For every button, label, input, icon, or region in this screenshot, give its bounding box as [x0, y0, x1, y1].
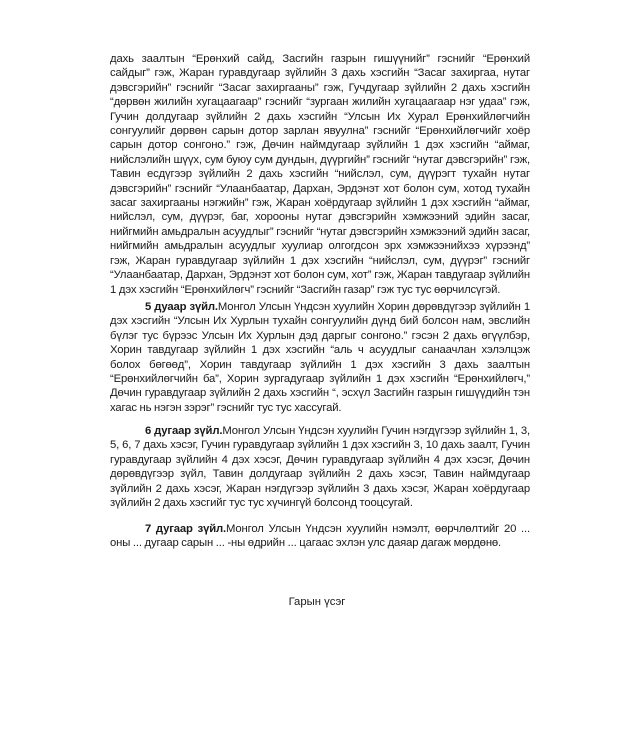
article-heading: 7 дугаар зүйл.	[145, 523, 227, 535]
article-text: Монгол Улсын Үндсэн хуулийн Хорин дөрөвдүгээр зүйлийн 1 дэх хэсгийн “Улсын Их Хурлын тухайн сонгуулийн дүнд бий болсон нам, эвслийн бүлэг тус бүрээс Улсын Их Хурлын дэд даргыг сонгоно.” гэсэн 2 дахь өгүүлбэр, Хорин тавдугаар зүйлийн 1 дэх хэсгийн “аль ч асуудлыг санаачлан хэлэлцэж болох бөгөөд”, Хорин тавдугаар зүйлийн 1 дэх хэсгийн 3 дахь заалтын “Ерөнхийлөгчийн ба”, Хорин зургадугаар зүйлийн 1 дэх хэсгийн “Ерөнхийлөгч,” Дөчин гуравдугаар зүйлийн 2 дахь хэсгийн “, эсхүл Засгийн газрын гишүүдийн тэн хагас нь нэгэн зэрэг” гэснийг тус тус хассугай.	[110, 301, 530, 414]
article-7	[110, 522, 530, 551]
amendment-paragraph-4-continued	[110, 52, 530, 297]
article-text: Монгол Улсын Үндсэн хуулийн Гучин нэгдүгээр зүйлийн 1, 3, 5, 6, 7 дахь хэсэг, Гучин гуравдугаар зүйлийн 1 дэх хэсгийн 3, 10 дахь заалт, Гучин гуравдугаар зүйлийн 4 дэх хэсэг, Дөчин гуравдугаар зүйлийн 4 дэх хэсэг, Дөчин дөрөвдүгээр зүйл, Тавин долдугаар зүйлийн 2 дахь хэсэг, Тавин наймдугаар зүйлийн 2 дахь хэсэг, Жаран нэгдүгээр зүйлийн 3 дахь хэсэг, Жаран хоёрдугаар зүйлийн 2 дахь хэсгийг тус тус хүчингүй болсонд тооцсугай.	[110, 425, 530, 510]
article-6	[110, 424, 530, 510]
article-heading: 6 дугаар зүйл.	[145, 425, 223, 437]
signature-line: Гарын үсэг	[288, 596, 346, 608]
article-heading: 5 дуаар зүйл.	[145, 301, 218, 313]
paragraph-text: дахь заалтын “Ерөнхий сайд, Засгийн газрын гишүүнийг” гэснийг “Ерөнхий сайдыг” гэж, Жаран гуравдугаар зүйлийн 3 дахь хэсгийн “Засаг захиргаа, нутаг дэвсгэрийн” гэснийг “Засаг захиргааны” гэж, Гучдугаар зүйлийн 2 дахь хэсгийн “дөрвөн жилийн хугацаагаар” гэснийг “зургаан жилийн хугацаагаар нэг удаа” гэж, Гучин долдугаар зүйлийн 2 дахь хэсгийн “Улсын Их Хурал Ерөнхийлөгчийн сонгуулийг дөрвөн сарын дотор зарлан явуулна” гэснийг “Ерөнхийлөгчийг хоёр сарын дотор сонгоно.” гэж, Дөчин наймдугаар зүйлийн 1 дэх хэсгийн “аймаг, нийслэлийн шүүх, сум буюу сум дундын, дүүргийн” гэснийг “нутаг дэвсгэрийн” гэж, Тавин есдүгээр зүйлийн 2 дахь хэсгийн “нийслэл, сум, дүүрэгт тухайн нутаг дэвсгэрийн” гэснийг “Улаанбаатар, Дархан, Эрдэнэт хот болон сум, хотод тухайн засаг захиргааны нэгжийн” гэж, Жаран хоёрдугаар зүйлийн 1 дэх хэсгийн “аймаг, нийслэл, сум, дүүрэг, баг, хорооны нутаг дэвсгэрийн хэмжээний эдийн засаг, нийгмийн амьдралын асуудлыг” гэснийг “нутаг дэвсгэрийн хэмжээний эдийн засаг, нийгмийн амьдралын асуудлыг хуулиар олгогдсон эрх хэмжээнийхээ хүрээнд” гэж, Жаран гуравдугаар зүйлийн 1 дэх хэсгийн “нийслэл, сум, дүүрэг” гэснийг “Улаанбаатар, Дархан, Эрдэнэт хот болон сум, хот” гэж, Жаран тавдугаар зүйлийн 1 дэх хэсгийн “Ерөнхийлөгч” гэснийг “Засгийн газар” гэж тус тус өөрчилсүгэй.	[110, 53, 530, 296]
article-text: Монгол Улсын Үндсэн хуулийн нэмэлт, өөрчлөлтийг 20 ... оны ... дугаар сарын ... -ны өдрийн ... цагаас эхлэн улс даяар дагаж мөрдөнө.	[110, 523, 530, 550]
article-5	[110, 300, 530, 415]
